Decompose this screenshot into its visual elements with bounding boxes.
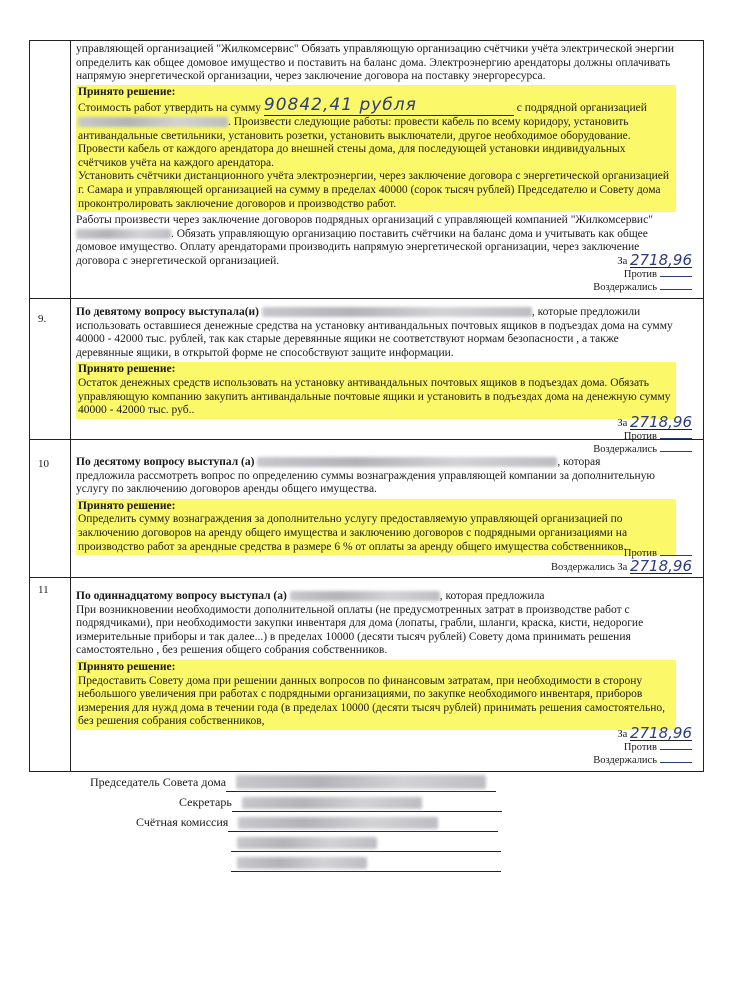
decision-text: Предоставить Совету дома при решении данных вопросов по финансовым затратам, при необходимости в сторону небольшого увеличения при работах с подрядными организациями, по закупке необходимого инвентаря, приборов измерения для нужд дома в течении года (в пределах 10000 (десяти тысяч рублей) принимать решения самостоятельно, без решения собрания собственников, <box>78 674 666 728</box>
votes-for-value: 2718,96 <box>629 557 692 575</box>
redacted-signature <box>237 837 377 849</box>
section-10 <box>76 456 676 555</box>
row-number-10: 10 <box>38 458 49 470</box>
meters-text: Установить счётчики дистанционного учёта электроэнергии, через заключение договора с энергетической организацией г. Самара и управляющей организацией на сумму в пределах 40000 (сорок тысяч рублей) Председателю и Совету дома проконтролировать заключение договоров и производство работ. <box>78 170 670 210</box>
votes-against-mark <box>660 749 692 750</box>
section-9 <box>76 306 676 419</box>
proposal-text: предложила рассмотреть вопрос по определению суммы вознаграждения управляющей компании за дополнительную услугу по заключению договоров аренды общего имущества. <box>76 469 655 496</box>
contracts-text: Работы произвести через заключение договоров подрядных организаций с управляющей компанией "Жилкомсервис" . Обязать управляющую организацию поставить счётчики на баланс дома и учитывать как общее домовое имущество. Оплату арендаторами производить напрямую энергетической организации, через заключение договора с энергетической организацией. <box>76 214 653 267</box>
votes-against-mark <box>660 555 692 556</box>
table-left-border <box>29 40 30 771</box>
votes-abstain-mark <box>660 289 692 290</box>
secretary-signature-line: Секретарь <box>78 792 502 812</box>
votes-for-value: 2718,96 <box>629 724 692 742</box>
section-11-decision <box>76 660 676 730</box>
redacted-name <box>76 229 171 239</box>
section-9-decision <box>76 362 676 418</box>
votes-against-mark <box>660 276 692 277</box>
cost-tail: с подрядной организацией <box>516 102 647 115</box>
proposal-text: использовать оставшиеся денежные средства на установку антивандальных почтовых ящиков в подъездах дома на сумму 40000 - 42000 тыс. рублей, так как старые деревянные ящики не соответствуют нормам безопасности , а также деревянные ящики, в открытой форме не способствуют защите информации. <box>76 319 673 359</box>
decision-text: Остаток денежных средств использовать на установку антивандальных почтовых ящиков в подъездах дома. Обязать управляющую компанию закупить антивандальные почтовые ящики и установить в подъездах дома на денежную сумму 40000 - 42000 тыс. руб.. <box>78 376 671 417</box>
section-9-votes: За 2718,96 Против Воздержались <box>593 413 692 455</box>
section-10-votes: Против Воздержались За 2718,96 <box>551 548 692 575</box>
votes-for-value: 2718,96 <box>629 251 692 269</box>
section-8-decision <box>76 85 676 212</box>
section-8 <box>76 43 676 269</box>
redacted-name <box>257 457 557 467</box>
redacted-signature <box>236 775 486 789</box>
cost-line <box>78 95 674 116</box>
votes-for-value: 2718,96 <box>629 413 692 431</box>
decision-label: Принято решение: <box>78 85 176 98</box>
handwritten-sum: 90842,41 рубля <box>263 95 417 116</box>
section-8-votes: За 2718,96 Против Воздержались <box>593 251 692 293</box>
section-11 <box>76 590 676 730</box>
proposal-text: При возникновении необходимости дополнительной оплаты (не предусмотренных затрат в производстве работ с подрядчиками), при необходимости закупки инвентаря для дома (лопаты, грабли, шланги, краска, кисти, недорогие измерительные приборы и так далее...) в пределах 10000 (десяти тысяч рублей) Совету дома принимать решения самостоятельно , без решения общего собрания собственников. <box>76 603 644 657</box>
chair-signature-line: Председатель Совета дома <box>78 772 502 792</box>
redacted-signature <box>242 797 422 809</box>
table-right-border <box>703 40 704 771</box>
decision-label: Принято решение: <box>78 660 176 673</box>
row-divider-11 <box>29 577 704 578</box>
speaker-line: По девятому вопросу выступала(и) , которые предложили <box>76 306 641 318</box>
speaker-line: По одиннадцатому вопросу выступал (а) , которая предложила <box>76 590 545 602</box>
sum-field <box>263 95 514 116</box>
commission-extra-line <box>78 832 502 852</box>
cost-label: Стоимость работ утвердить на сумму <box>78 102 262 115</box>
table-top-border <box>29 40 704 41</box>
decision-text: Определить сумму вознаграждения за дополнительно услугу предоставляемую управляющей организацией по заключению договоров на аренду общего имущества и заключению договоров с подрядными организациями на производство работ за арендные средства в размере 6 % от оплаты за аренду общего имущества собственников. <box>78 513 628 553</box>
speaker-line: По десятому вопросу выступал (а) , которая <box>76 456 601 468</box>
row-number-9: 9. <box>38 313 47 325</box>
table-column-divider <box>70 40 71 771</box>
commission-extra-line-2 <box>78 852 502 872</box>
row-number-11: 11 <box>38 584 49 596</box>
decision-label: Принято решение: <box>78 499 176 512</box>
decision-label: Принято решение: <box>78 363 176 376</box>
works-text: . Произвести следующие работы: провести кабель по всему коридору, установить антивандальные светильники, установить розетки, установить выключатели, другое необходимое оборудование. Провести кабель от каждого арендатора до внешней стены дома, для последующей установки индивидуальных счётчиков учёта на каждого арендатора. <box>78 115 631 169</box>
votes-abstain-mark <box>660 762 692 763</box>
signatures-block <box>78 772 502 872</box>
redacted-signature <box>237 857 367 869</box>
section-8-intro: управляющей организацией "Жилкомсервис" Обязать управляющую организацию счётчики учёта электрической энергии определить как общее домовое имущество и поставить на баланс дома. Электроэнергию арендаторы должны оплачивать напрямую энергетической организации, через заключение договора на поставку энергоресурса. <box>76 43 675 83</box>
redacted-name <box>78 117 228 127</box>
redacted-name <box>290 591 440 601</box>
votes-against-mark <box>660 438 692 439</box>
row-divider-9 <box>29 298 704 299</box>
section-11-votes: За 2718,96 Против Воздержались <box>593 724 692 766</box>
redacted-name <box>262 307 532 317</box>
votes-abstain-mark <box>660 451 692 452</box>
redacted-signature <box>238 817 438 829</box>
commission-signature-line: Счётная комиссия <box>78 812 502 832</box>
